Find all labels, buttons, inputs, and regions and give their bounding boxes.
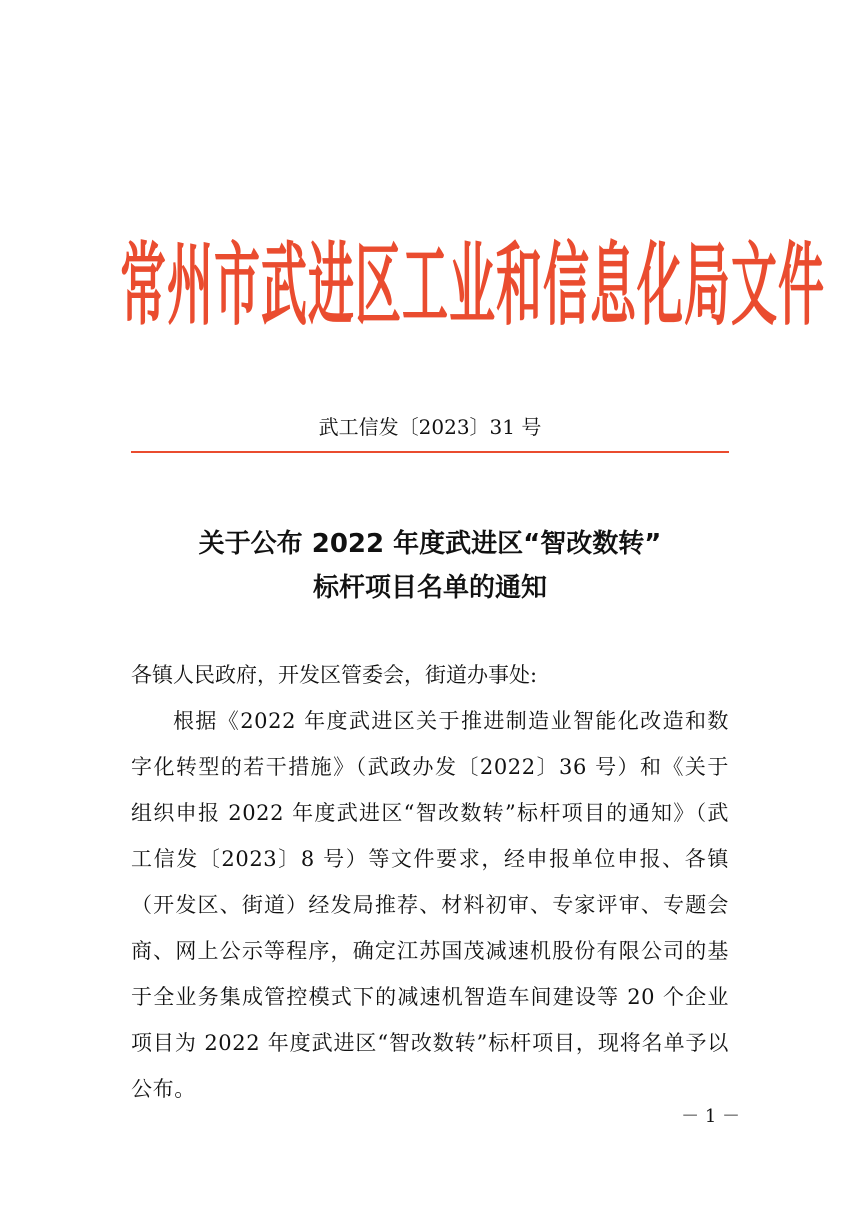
issuing-authority-masthead: 常州市武进区工业和信息化局文件 <box>120 232 825 338</box>
page-number: － 1 － <box>681 1106 740 1127</box>
notice-title <box>100 522 760 610</box>
document-number: 武工信发〔2023〕31 号 <box>318 415 542 439</box>
notice-body <box>131 652 729 1112</box>
salutation: 各镇人民政府，开发区管委会，街道办事处: <box>131 663 538 687</box>
red-divider-line <box>131 451 729 453</box>
notice-title-line-1: 关于公布 2022 年度武进区“智改数转” <box>198 529 662 559</box>
notice-title-line-2: 标杆项目名单的通知 <box>312 573 547 603</box>
body-paragraph: 根据《2022 年度武进区关于推进制造业智能化改造和数字化转型的若干措施》（武政办发〔2022〕36 号）和《关于组织申报 2022 年度武进区“智改数转”标杆项目的通知》（武工信发〔2023〕8 号）等文件要求，经申报单位申报、各镇（开发区、街道）经发局推荐、材料初审、专家评审、专题会商、网上公示等程序，确定江苏国茂减速机股份有限公司的基于全业务集成管控模式下的减速机智造车间建设等 20 个企业项目为 2022 年度武进区“智改数转”标杆项目，现将名单予以公布。 <box>131 709 729 1101</box>
